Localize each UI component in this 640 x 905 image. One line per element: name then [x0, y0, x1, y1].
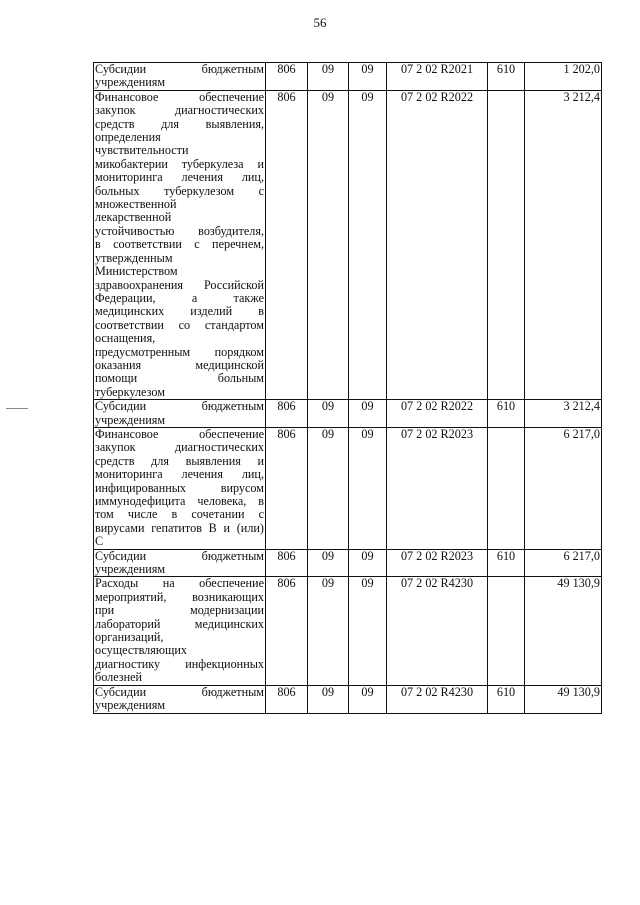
description-line: множественной: [95, 197, 177, 212]
target-article-cell: 07 2 02 R2022: [387, 400, 488, 428]
description-line: организаций,: [95, 630, 164, 645]
description-line: Министерством: [95, 264, 178, 279]
description-line: мониторинга лечения лиц,: [95, 170, 264, 185]
description-line: помощи больным: [95, 371, 264, 386]
expense-type-cell: [488, 577, 525, 685]
description-line: Субсидии бюджетным: [95, 399, 264, 414]
description-line: микобактерии туберкулеза и: [95, 156, 264, 171]
description-line: Субсидии бюджетным: [95, 62, 264, 76]
page-number: 56: [313, 15, 327, 30]
target-article-cell: 07 2 02 R4230: [387, 685, 488, 713]
description-line: определения: [95, 130, 161, 145]
subsection-code-cell: 09: [349, 90, 387, 399]
subsection-code-cell: 09: [349, 577, 387, 685]
description-line: закупок диагностических: [95, 103, 264, 118]
description-line: C: [95, 534, 104, 549]
description-cell: [94, 427, 266, 549]
section-code-cell: 09: [308, 427, 349, 549]
section-code-cell: 09: [308, 90, 349, 399]
amount-cell: 1 202,0: [525, 63, 602, 91]
subsection-code-cell: 09: [349, 427, 387, 549]
description-cell: [94, 63, 266, 91]
description-line: при модернизации: [95, 603, 264, 618]
description-line: Субсидии бюджетным: [95, 685, 264, 699]
description-line: устойчивостью возбудителя,: [95, 223, 264, 238]
description-line: предусмотренным порядком: [95, 344, 264, 359]
description-line: утвержденным: [95, 250, 173, 265]
ministry-code-cell: 806: [266, 90, 308, 399]
amount-cell: 3 212,4: [525, 400, 602, 428]
expense-type-cell: [488, 427, 525, 549]
expense-type-cell: 610: [488, 685, 525, 713]
description-line: Финансовое обеспечение: [95, 427, 264, 441]
description-cell: [94, 577, 266, 685]
amount-cell: 6 217,0: [525, 549, 602, 577]
description-line: учреждениям: [95, 412, 166, 427]
description-line: соответствии со стандартом: [95, 317, 264, 332]
description-line: оснащения,: [95, 331, 156, 346]
description-line: Федерации, а также: [95, 290, 264, 305]
ministry-code-cell: 806: [266, 400, 308, 428]
description-line: Финансовое обеспечение: [95, 90, 264, 104]
amount-cell: 49 130,9: [525, 685, 602, 713]
amount-cell: 49 130,9: [525, 577, 602, 685]
table-row: [94, 427, 602, 549]
description-line: учреждениям: [95, 562, 166, 577]
section-code-cell: 09: [308, 685, 349, 713]
description-line: в соответствии с перечнем,: [95, 237, 264, 252]
description-cell: [94, 549, 266, 577]
ministry-code-cell: 806: [266, 577, 308, 685]
description-cell: [94, 685, 266, 713]
description-line: туберкулезом: [95, 384, 165, 399]
description-line: средств для выявления и: [95, 453, 264, 468]
target-article-cell: 07 2 02 R4230: [387, 577, 488, 685]
budget-table-body: [94, 63, 602, 714]
target-article-cell: 07 2 02 R2023: [387, 549, 488, 577]
subsection-code-cell: 09: [349, 400, 387, 428]
ministry-code-cell: 806: [266, 63, 308, 91]
table-row: [94, 549, 602, 577]
subsection-code-cell: 09: [349, 685, 387, 713]
description-line: том числе в сочетании с: [95, 507, 264, 522]
description-line: Субсидии бюджетным: [95, 549, 264, 563]
section-code-cell: 09: [308, 577, 349, 685]
ministry-code-cell: 806: [266, 549, 308, 577]
description-line: болезней: [95, 670, 143, 685]
section-code-cell: 09: [308, 63, 349, 91]
description-line: инфицированных вирусом: [95, 480, 264, 495]
table-row: [94, 400, 602, 428]
description-line: средств для выявления,: [95, 116, 264, 131]
section-code-cell: 09: [308, 400, 349, 428]
subsection-code-cell: 09: [349, 63, 387, 91]
target-article-cell: 07 2 02 R2023: [387, 427, 488, 549]
budget-table: [93, 62, 602, 714]
table-row: [94, 685, 602, 713]
expense-type-cell: [488, 90, 525, 399]
description-line: лабораторий медицинских: [95, 616, 264, 631]
subsection-code-cell: 09: [349, 549, 387, 577]
description-line: учреждениям: [95, 75, 166, 90]
description-line: оказания медицинской: [95, 357, 264, 372]
expense-type-cell: 610: [488, 549, 525, 577]
description-line: иммунодефицита человека, в: [95, 494, 264, 508]
description-line: больных туберкулезом с: [95, 183, 264, 198]
description-line: учреждениям: [95, 698, 166, 713]
table-row: [94, 63, 602, 91]
expense-type-cell: 610: [488, 400, 525, 428]
amount-cell: 6 217,0: [525, 427, 602, 549]
description-line: вирусами гепатитов B и (или): [95, 520, 264, 535]
description-line: мероприятий, возникающих: [95, 589, 264, 604]
description-line: Расходы на обеспечение: [95, 576, 264, 591]
target-article-cell: 07 2 02 R2021: [387, 63, 488, 91]
description-line: медицинских изделий в: [95, 304, 264, 319]
amount-cell: 3 212,4: [525, 90, 602, 399]
expense-type-cell: 610: [488, 63, 525, 91]
table-row: [94, 90, 602, 399]
table-row: [94, 577, 602, 685]
margin-mark: [6, 408, 28, 409]
ministry-code-cell: 806: [266, 685, 308, 713]
description-cell: [94, 400, 266, 428]
description-line: осуществляющих: [95, 643, 187, 658]
description-cell: [94, 90, 266, 399]
description-line: диагностику инфекционных: [95, 656, 264, 671]
section-code-cell: 09: [308, 549, 349, 577]
description-line: лекарственной: [95, 210, 172, 225]
ministry-code-cell: 806: [266, 427, 308, 549]
target-article-cell: 07 2 02 R2022: [387, 90, 488, 399]
description-line: здравоохранения Российской: [95, 277, 264, 292]
description-line: закупок диагностических: [95, 440, 264, 455]
description-line: чувствительности: [95, 143, 189, 158]
description-line: мониторинга лечения лиц,: [95, 467, 264, 482]
